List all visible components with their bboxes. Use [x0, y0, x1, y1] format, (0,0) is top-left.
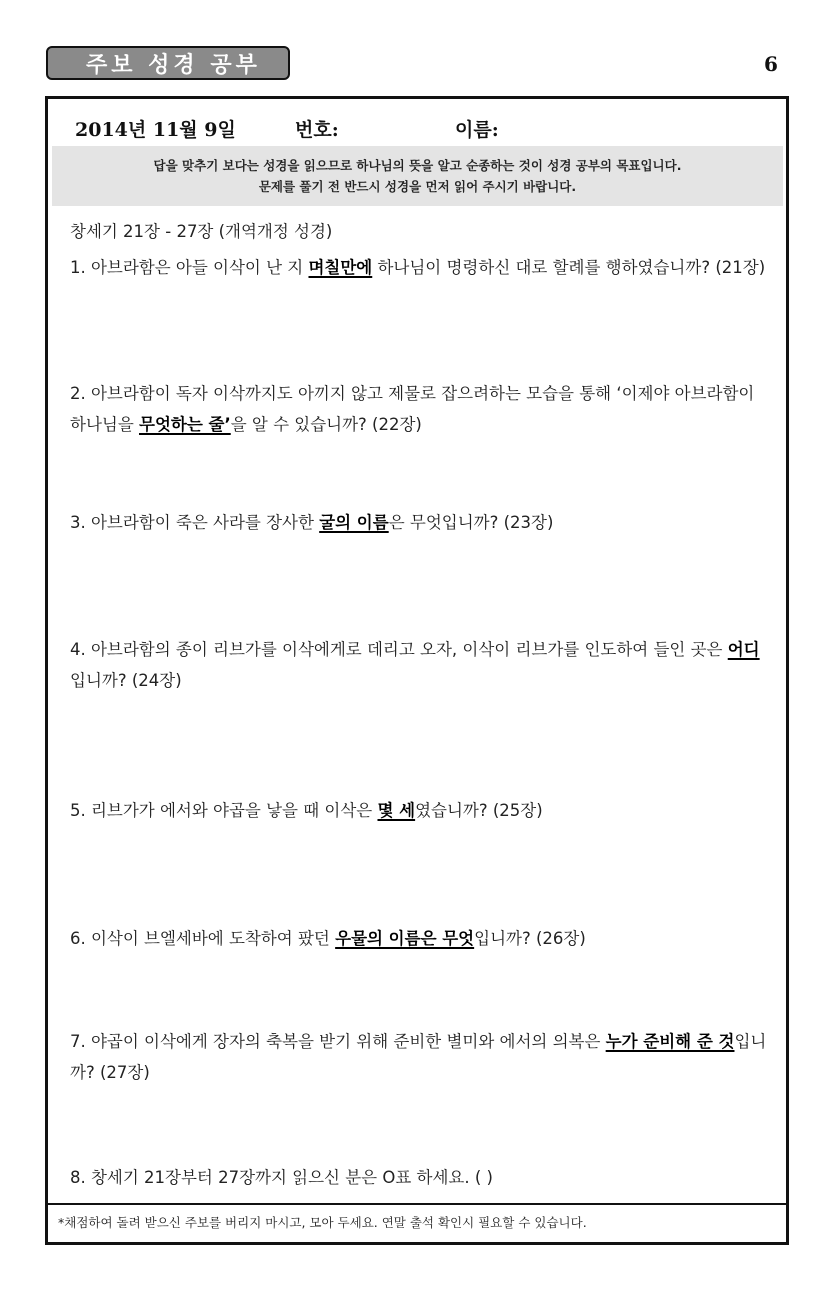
keyword: 어디: [727, 640, 760, 659]
question-2: 2. 아브라함이 독자 이삭까지도 아끼지 않고 제물로 잡으려하는 모습을 통해 ‘이제야 아브라함이 하나님을 무엇하는 줄’을 알 수 있습니까? (22장): [70, 384, 755, 434]
keyword: 우물의 이름은 무엇: [335, 929, 475, 948]
date-text: 2014년 11월 9일: [75, 119, 236, 141]
section-title-badge: 주보 성경 공부: [46, 46, 290, 80]
instruction-notice: [52, 146, 783, 206]
question-8: 8. 창세기 21장부터 27장까지 읽으신 분은 O표 하세요. ( ): [70, 1168, 493, 1187]
keyword: 굴의 이름: [319, 513, 389, 532]
notice-line: 답을 맞추기 보다는 성경을 읽으므로 하나님의 뜻을 알고 순종하는 것이 성경 공부의 목표입니다.: [153, 158, 682, 173]
question-5: 5. 리브가가 에서와 야곱을 낳을 때 이삭은 몇 세였습니까? (25장): [70, 801, 543, 820]
number-label: 번호:: [295, 119, 339, 141]
footer-divider: [48, 1203, 786, 1205]
question-6: 6. 이삭이 브엘세바에 도착하여 팠던 우물의 이름은 무엇입니까? (26장): [70, 929, 586, 948]
keyword: 몇 세: [377, 801, 416, 820]
name-label: 이름:: [455, 119, 499, 141]
keyword: 며칠만에: [308, 258, 373, 277]
keyword: 누가 준비해 준 것: [605, 1032, 735, 1051]
question-4: 4. 아브라함의 종이 리브가를 이삭에게로 데리고 오자, 이삭이 리브가를 인도하여 들인 곳은 어디입니까? (24장): [70, 640, 760, 690]
scripture-range: 창세기 21장 - 27장 (개역개정 성경): [70, 222, 333, 241]
question-1: 1. 아브라함은 아들 이삭이 난 지 며칠만에 하나님이 명령하신 대로 할례를 행하였습니까? (21장): [70, 258, 766, 277]
notice-line: 문제를 풀기 전 반드시 성경을 먼저 읽어 주시기 바랍니다.: [258, 179, 577, 194]
info-row: [75, 115, 775, 143]
question-3: 3. 아브라함이 죽은 사라를 장사한 굴의 이름은 무엇입니까? (23장): [70, 513, 554, 532]
page-number: 6: [764, 52, 778, 76]
footer-note: *채점하여 돌려 받으신 주보를 버리지 마시고, 모아 두세요. 연말 출석 확인시 필요할 수 있습니다.: [58, 1215, 587, 1230]
question-7: 7. 야곱이 이삭에게 장자의 축복을 받기 위해 준비한 별미와 에서의 의복은 누가 준비해 준 것입니까? (27장): [70, 1032, 767, 1082]
keyword: 무엇하는 줄’: [139, 415, 231, 434]
